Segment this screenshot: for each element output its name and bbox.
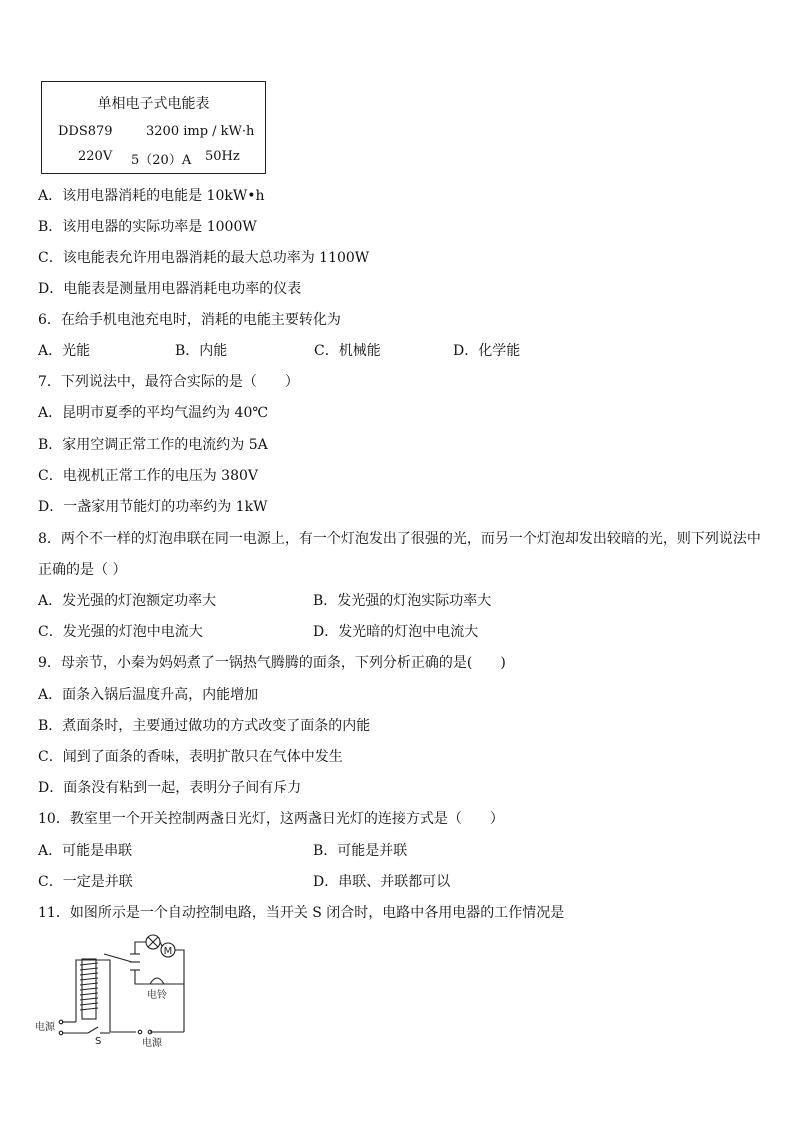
q5-option-b: B．该用电器的实际功率是 1000W — [38, 219, 257, 235]
q7-option-d: D．一盏家用节能灯的功率约为 1kW — [38, 499, 268, 515]
q8-option-d: D．发光暗的灯泡中电流大 — [313, 624, 479, 640]
switch-label: S — [95, 1036, 102, 1047]
meter-voltage: 220V — [78, 149, 113, 164]
circuit-diagram — [32, 932, 202, 1050]
meter-constant: 3200 imp / kW·h — [146, 124, 255, 139]
source-label-left: 电源 — [35, 1022, 55, 1033]
q6-option-b: B．内能 — [175, 343, 228, 359]
motor-label: M — [163, 946, 173, 957]
meter-title: 单相电子式电能表 — [97, 96, 210, 112]
q9-option-d: D．面条没有粘到一起，表明分子间有斥力 — [38, 780, 302, 796]
q5-option-d: D．电能表是测量用电器消耗电功率的仪表 — [38, 281, 302, 297]
meter-frequency: 50Hz — [205, 149, 240, 164]
meter-model: DDS879 — [58, 124, 113, 139]
q10-option-b: B．可能是并联 — [313, 843, 408, 859]
q10-option-d: D．串联、并联都可以 — [313, 874, 451, 890]
bell-icon — [150, 978, 164, 984]
q11-stem: 11．如图所示是一个自动控制电路，当开关 S 闭合时，电路中各用电器的工作情况是 — [38, 905, 565, 921]
q8-option-c: C．发光强的灯泡中电流大 — [38, 624, 203, 640]
q8-option-b: B．发光强的灯泡实际功率大 — [313, 593, 492, 609]
q9-option-c: C．闻到了面条的香味，表明扩散只在气体中发生 — [38, 749, 343, 765]
q10-stem: 10．教室里一个开关控制两盏日光灯，这两盏日光灯的连接方式是（ ） — [38, 811, 504, 827]
q8-stem-line1: 8．两个不一样的灯泡串联在同一电源上，有一个灯泡发出了很强的光，而另一个灯泡却发出较暗的光，则下列说法中 — [38, 531, 761, 547]
q7-option-a: A．昆明市夏季的平均气温约为 40℃ — [38, 405, 269, 421]
q6-option-d: D．化学能 — [453, 343, 521, 359]
q7-option-c: C．电视机正常工作的电压为 380V — [38, 468, 258, 484]
q6-stem: 6．在给手机电池充电时，消耗的电能主要转化为 — [38, 312, 341, 328]
q5-option-a: A．该用电器消耗的电能是 10kW•h — [38, 188, 265, 204]
q10-option-c: C．一定是并联 — [38, 874, 133, 890]
q9-option-a: A．面条入锅后温度升高，内能增加 — [38, 687, 259, 703]
bell-label: 电铃 — [147, 990, 167, 1001]
q8-stem-line2: 正确的是（ ） — [38, 562, 127, 578]
electromagnet-coil — [80, 963, 98, 1010]
armature — [104, 954, 132, 962]
q6-option-c: C．机械能 — [314, 343, 381, 359]
q8-option-a: A．发光强的灯泡额定功率大 — [38, 593, 217, 609]
meter-current: 5（20）A — [131, 153, 192, 168]
source-label-bottom: 电源 — [142, 1038, 162, 1049]
meter-nameplate — [41, 81, 266, 174]
q7-stem: 7．下列说法中，最符合实际的是（ ） — [38, 374, 299, 390]
q9-option-b: B．煮面条时，主要通过做功的方式改变了面条的内能 — [38, 718, 371, 734]
q6-option-a: A．光能 — [38, 343, 91, 359]
q5-option-c: C．该电能表允许用电器消耗的最大总功率为 1100W — [38, 250, 370, 266]
q10-option-a: A．可能是串联 — [38, 843, 133, 859]
q9-stem: 9．母亲节，小秦为妈妈煮了一锅热气腾腾的面条，下列分析正确的是( ) — [38, 655, 506, 671]
q7-option-b: B．家用空调正常工作的电流约为 5A — [38, 437, 268, 453]
switch-s — [88, 1027, 98, 1033]
